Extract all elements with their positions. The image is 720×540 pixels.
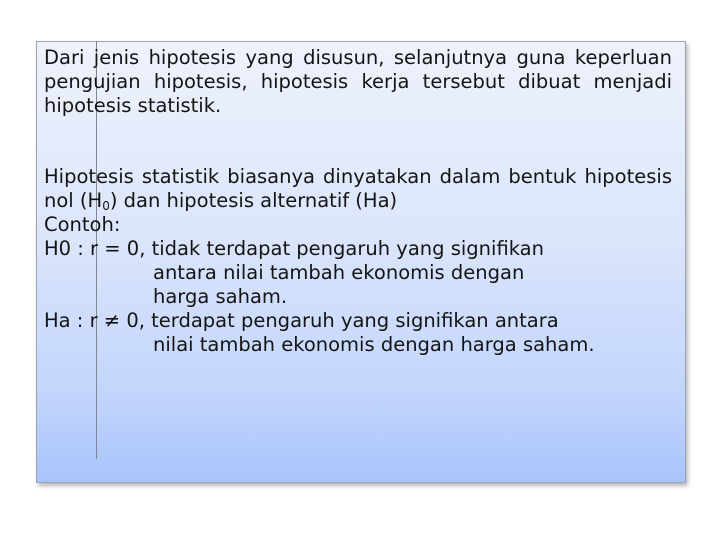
slide-text-body (44, 46, 672, 357)
h0-continuation-1: antara nilai tambah ekonomis dengan (153, 261, 525, 284)
ha-statement: Ha : r ≠ 0, terdapat pengaruh yang signifikan antara (44, 309, 559, 332)
h0-statement: H0 : r = 0, tidak terdapat pengaruh yang signifikan (44, 237, 544, 260)
h0-continuation-2: harga saham. (153, 285, 288, 308)
paragraph-intro: Dari jenis hipotesis yang disusun, selanjutnya guna keperluan pengujian hipotesis, hipotesis kerja tersebut dibuat menjadi hipotesis statistik. (44, 46, 672, 117)
example-label: Contoh: (44, 213, 121, 236)
hypothesis-types-text-part2: ) dan hipotesis alternatif (Ha) (109, 189, 398, 212)
hypothesis-types-text-part1: Hipotesis statistik biasanya dinyatakan dalam bentuk hipotesis nol (H (44, 165, 672, 212)
h-subscript-zero: 0 (102, 199, 110, 213)
paragraph-spacer (44, 118, 672, 165)
paragraph-hypothesis-types (44, 165, 672, 213)
ha-continuation: nilai tambah ekonomis dengan harga saham. (153, 333, 595, 356)
